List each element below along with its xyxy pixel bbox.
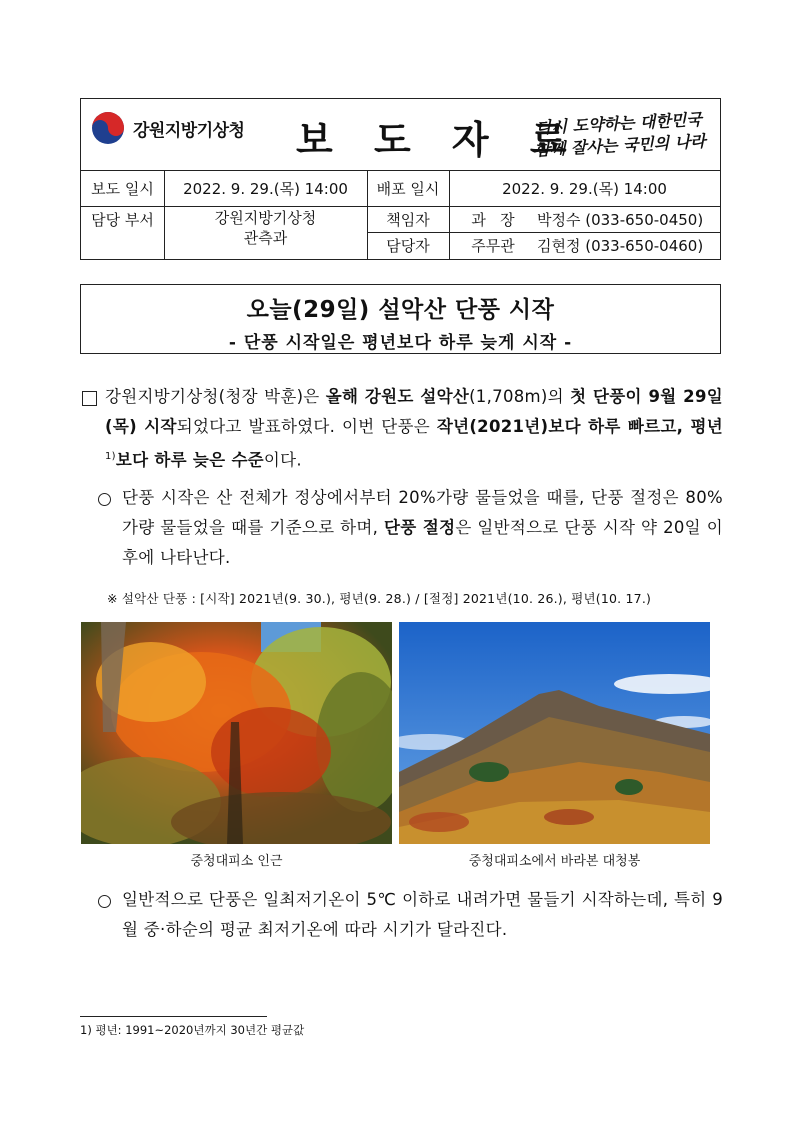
slogan — [526, 108, 713, 162]
p1-text: (1,708m) — [469, 387, 548, 406]
square-bullet-icon — [82, 391, 97, 406]
dept-label: 담당 부서 — [91, 211, 154, 229]
responsible-label: 책임자 — [386, 210, 430, 229]
paragraph-3: 일반적으로 단풍은 일최저기온이 5℃ 이하로 내려가면 물들기 시작하는데, 특히 9월 중·하순의 평균 최저기온에 따라 시기가 달라진다. — [122, 890, 723, 939]
distribution-label: 배포 일시 — [376, 179, 440, 198]
p2-text: 단풍 시작은 산 전체가 정상에서부터 20%가량 물들었을 때를, 단풍 절정은 80%가량 물들었을 때를 기준으로 하며, — [122, 488, 723, 537]
p1-bold: 올해 강원도 설악산 — [325, 387, 470, 406]
slogan-line-1: 다시 도약하는 대한민국 — [535, 109, 703, 138]
press-release-title: 보 도 자 료 — [296, 117, 581, 162]
p2-text: 은 일반적으로 단풍 시작 약 20일 이후에 나타난다. — [122, 518, 723, 567]
circle-bullet-icon — [98, 493, 111, 506]
department-row — [81, 206, 720, 259]
p1-bold: 보다 하루 늦은 수준 — [115, 450, 264, 470]
release-row — [81, 170, 720, 207]
photo-autumn-forest — [81, 622, 392, 844]
left-photo-caption: 중청대피소 인근 — [190, 854, 283, 869]
paragraph-2 — [122, 483, 723, 573]
distribution-date: 2022. 9. 29.(목) 14:00 — [502, 179, 667, 198]
contact-title: 주무관 — [471, 237, 515, 255]
release-date: 2022. 9. 29.(목) 14:00 — [183, 179, 348, 198]
contact-label: 담당자 — [386, 237, 430, 255]
agency-logo — [91, 111, 244, 145]
headline: 오늘(29일) 설악산 단풍 시작 — [246, 297, 555, 323]
sub-headline: - 단풍 시작일은 평년보다 하루 늦게 시작 - — [228, 333, 573, 353]
p1-bold: 첫 단풍이 9월 29일(목) 시작 — [105, 387, 723, 436]
right-photo-caption: 중청대피소에서 바라본 대청봉 — [468, 854, 641, 869]
agency-name: 강원지방기상청 — [133, 120, 245, 141]
release-label: 보도 일시 — [91, 179, 154, 198]
footnote: 1) 평년: 1991~2020년까지 30년간 평균값 — [80, 1023, 305, 1037]
photo-daecheongbong-peak — [399, 622, 710, 844]
p2-bold: 단풍 절정 — [384, 518, 456, 537]
header-table — [80, 98, 721, 260]
paragraph-1 — [105, 382, 723, 476]
headline-box — [80, 284, 721, 354]
p1-text: 강원지방기상청(청장 박훈)은 — [105, 387, 326, 406]
p1-text: 의 — [547, 387, 571, 406]
header-top-row — [81, 99, 720, 171]
footnote-divider — [80, 1016, 267, 1017]
taegeuk-icon — [91, 111, 125, 145]
dept-line-2: 관측과 — [243, 229, 288, 247]
dept-name — [164, 208, 367, 256]
contact-name: 김현정 (033-650-0460) — [537, 237, 704, 255]
slogan-line-2: 함께 잘사는 국민의 나라 — [534, 131, 707, 160]
footnote-ref: 1) — [105, 451, 116, 462]
p1-bold: 작년(2021년)보다 하루 빠르고, 평년 — [436, 417, 724, 436]
p1-text: 이다. — [263, 450, 302, 470]
p1-text: 되었다고 발표하였다. 이번 단풍은 — [176, 417, 437, 436]
responsible-title: 과 장 — [471, 210, 515, 229]
dept-line-1: 강원지방기상청 — [214, 209, 317, 227]
reference-note: ※ 설악산 단풍 : [시작] 2021년(9. 30.), 평년(9. 28.) / [절정] 2021년(10. 26.), 평년(10. 17.) — [107, 591, 652, 606]
circle-bullet-icon — [98, 895, 111, 908]
responsible-name: 박정수 (033-650-0450) — [537, 210, 704, 229]
